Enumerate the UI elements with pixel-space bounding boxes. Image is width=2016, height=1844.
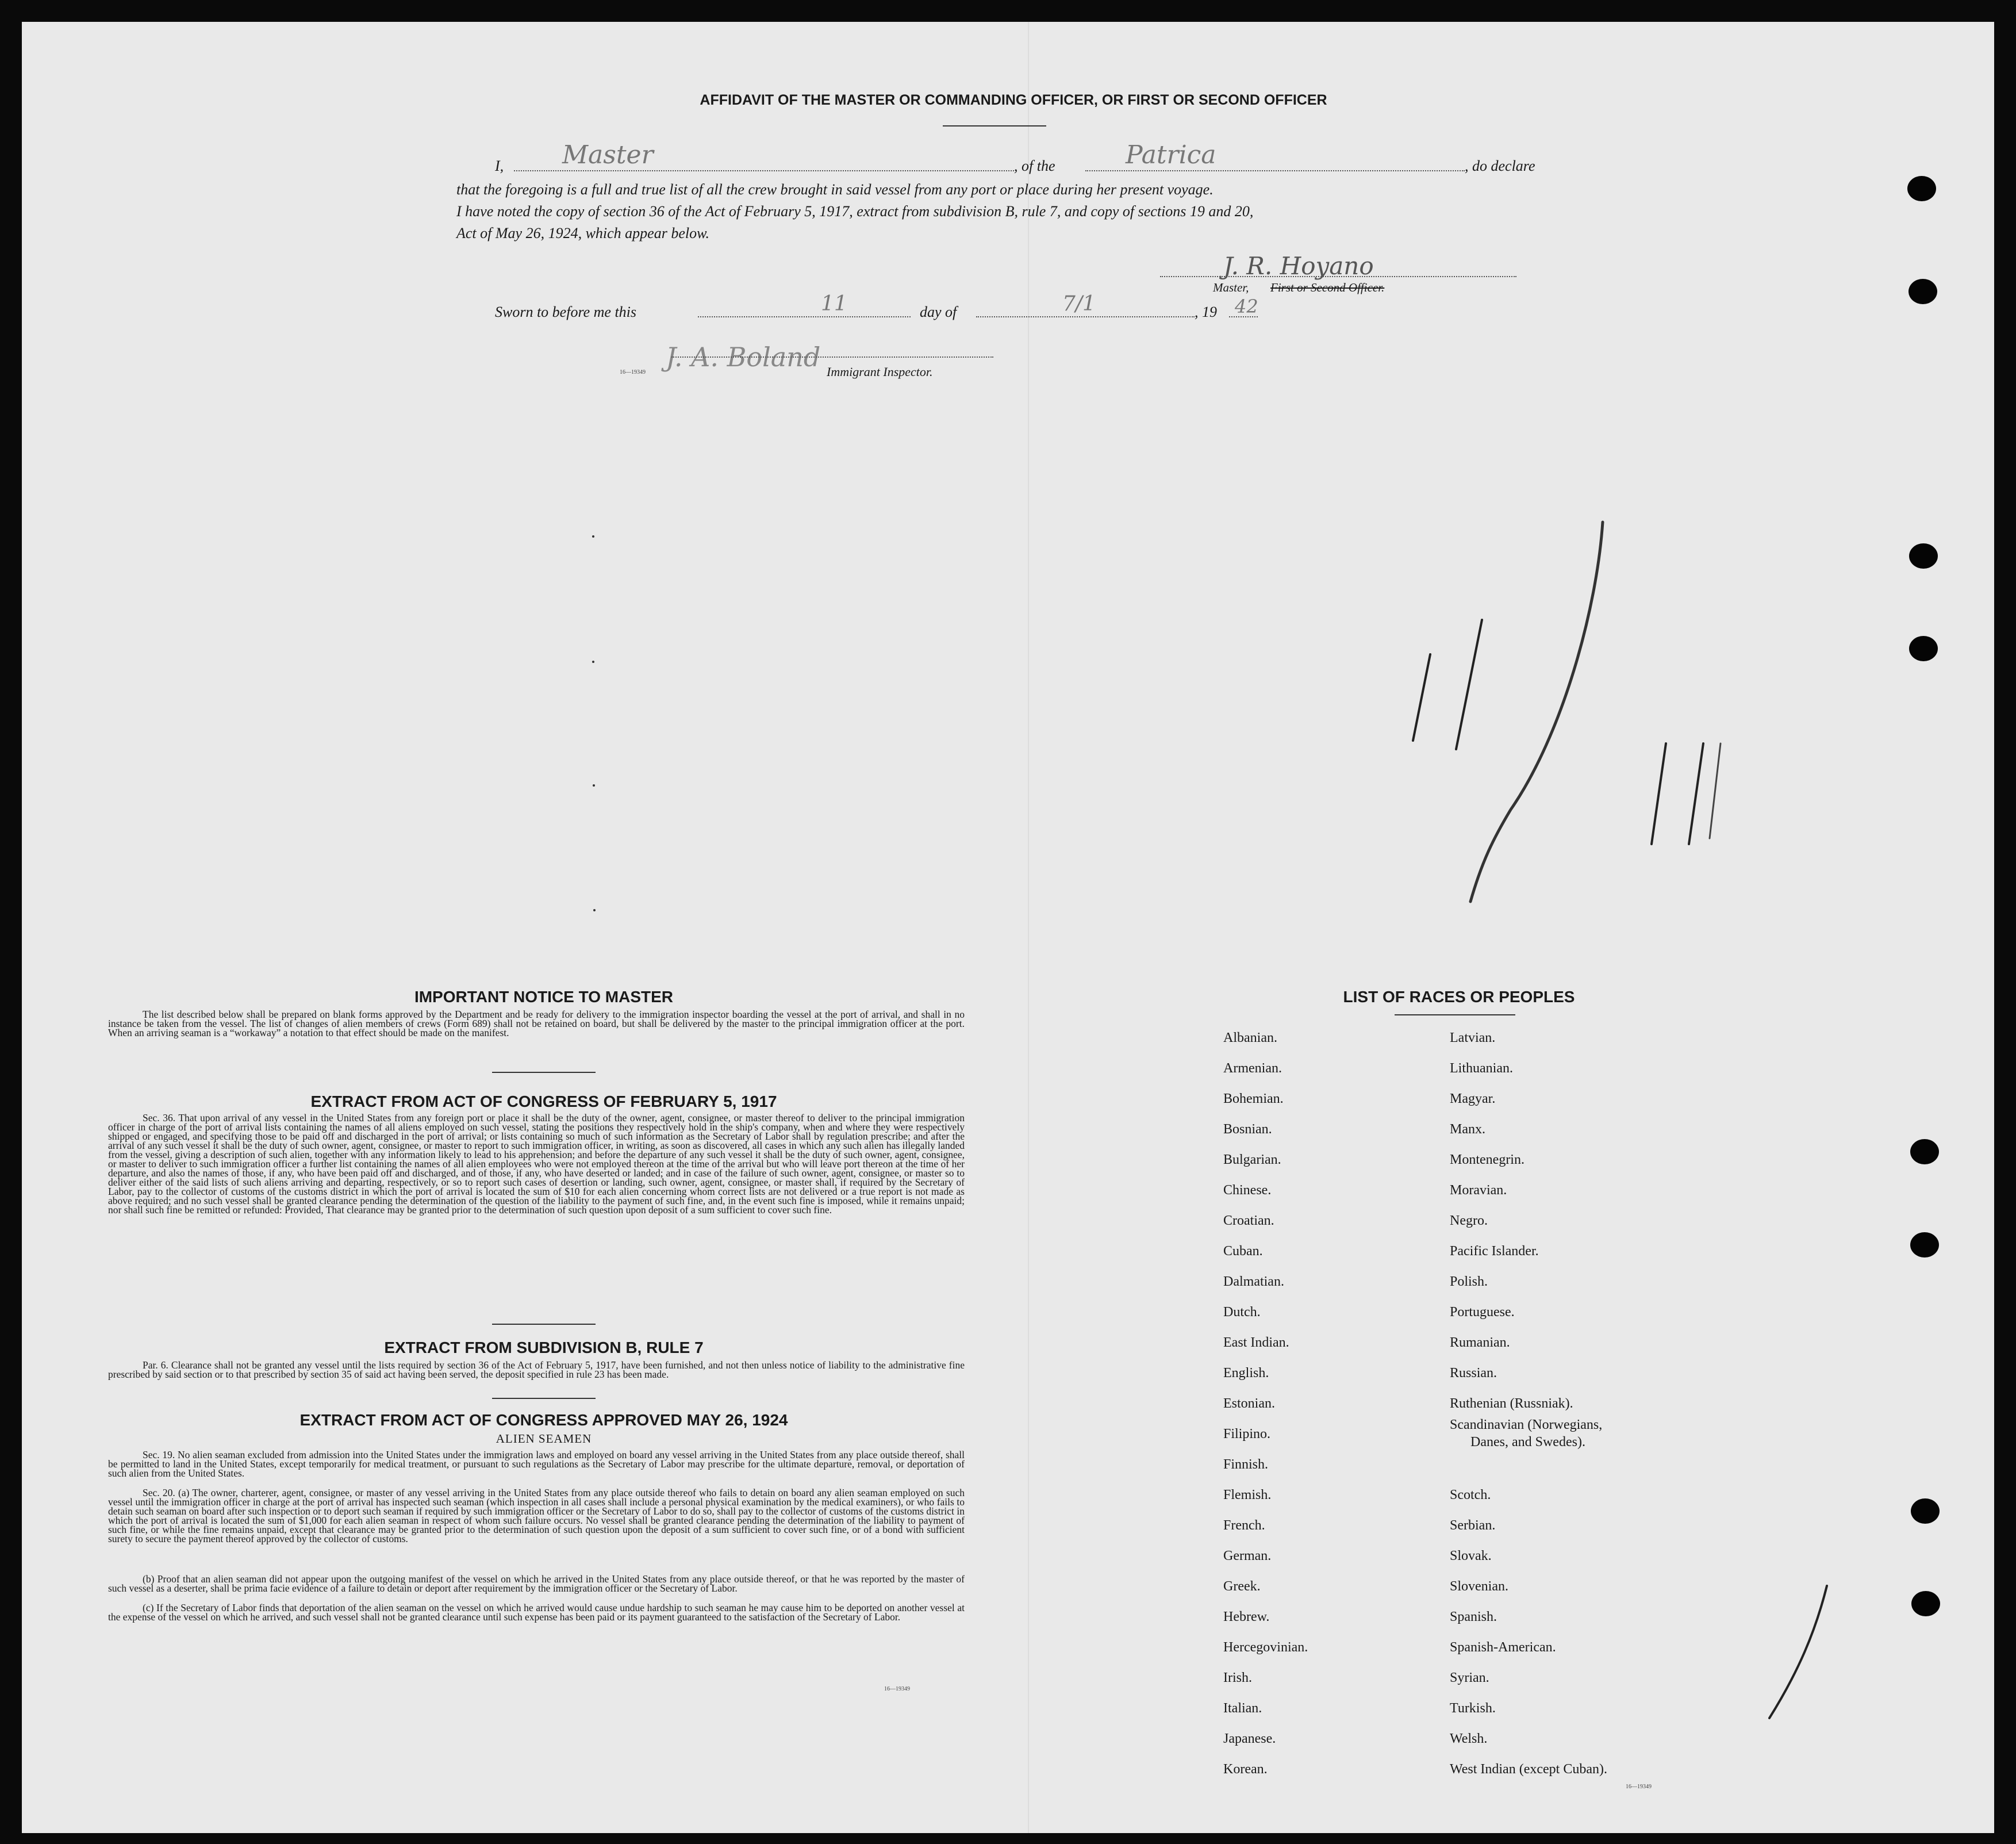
extract-1917-title: EXTRACT FROM ACT OF CONGRESS OF FEBRUARY 5, 1917 xyxy=(310,1092,777,1110)
sec20a-text: Sec. 20. (a) The owner, charterer, agent, consignee, or master of any vessel arriving in the United States from any place outside thereof who fails to detain on board any alien seaman employed on such vessel until the immigration officer in charge at the port of arrival has inspected such seaman (which inspection in all cases shall include a personal physical examination by the medical examiners), or who fails to detain such seaman on board after such inspection or to deport such seaman if required by such immigration officer or the Secretary of Labor to do so, shall pay to the collector of customs of the customs district in which the port of arrival is located the sum of $1,000 for each alien seaman in respect of whom such failure occurs. No vessel shall be granted clearance pending the determination of the liability to payment of such fine, or while the fine remains unpaid, except that clearance may be granted prior to the determination of such question upon the deposit of a sum sufficient to cover such fine, or of a bond with sufficient surety to secure the payment thereof approved by the collector of customs. xyxy=(108,1487,965,1544)
inspector-signature-line xyxy=(671,356,993,358)
race-item: Finnish. xyxy=(1223,1457,1269,1472)
races-title: LIST OF RACES OR PEOPLES xyxy=(1343,988,1575,1006)
margin-dot xyxy=(592,661,594,663)
punch-hole xyxy=(1909,543,1938,569)
race-item: Polish. xyxy=(1450,1274,1488,1289)
sworn-label: Sworn to before me this xyxy=(495,304,637,320)
race-item: Dutch. xyxy=(1223,1305,1261,1320)
extract-1917-text: Sec. 36. That upon arrival of any vessel in the United States from any foreign port or place it shall be the duty of the owner, agent, consignee, or master thereof to deliver to the principal immigration officer in charge of the port of arrival lists containing the names of all aliens employed on such vessel, stating the positions they respectively hold in the ship's company, when and where they were respectively shipped or engaged, and specifying those to be paid off and discharged in the port of arrival; or lists containing so much of such information as the Secretary of Labor shall by regulation prescribe; and after the arrival of any such vessel it shall be the duty of such owner, agent, consignee, or master to report to such immigration officer, in writing, as soon as discovered, all cases in which any such alien has illegally landed from the vessel, giving a description of such alien, together with any information likely to lead to his apprehension; and before the departure of any such vessel it shall be the duty of such owner, agent, consignee, or master to deliver to such immigration officer a further list containing the names of all alien employees who were not employed thereon at the time of the arrival but who will leave port thereon at the time of her departure, and also the names of those, if any, who have been paid off and discharged, and of those, if any, who have deserted or landed; and in case of the failure of such owner, agent, consignee, or master so to deliver either of the said lists of such aliens arriving and departing, respectively, or so to report such cases of desertion or landing, such owner, agent, consignee, or master shall, if required by the Secretary of Labor, pay to the collector of customs of the customs district in which the port of arrival is located the sum of $10 for each alien concerning whom correct lists are not delivered or a true report is not made as above required; and no such vessel shall be granted clearance pending the determination of the question of the liability to the payment of such fine, and, in the event such fine is imposed, while it remains unpaid; nor shall such fine be remitted or refunded: Provided, That clearance may be granted prior to the determination of such question upon deposit of a sum sufficient to cover such fine. xyxy=(108,1112,965,1216)
affidavit-line-3: I have noted the copy of section 36 of the Act of February 5, 1917, extract from subdivision B, rule 7, and copy of sections 19 and 20, xyxy=(456,203,1254,220)
race-item: East Indian. xyxy=(1223,1335,1289,1350)
extract-1917-divider xyxy=(492,1324,596,1325)
inspector-label: Immigrant Inspector. xyxy=(827,365,933,379)
month-handwritten: 7/1 xyxy=(1062,292,1096,316)
year-prefix: , 19 xyxy=(1195,304,1217,320)
extract-rule7-divider xyxy=(492,1398,596,1399)
race-item: Portuguese. xyxy=(1450,1305,1515,1320)
punch-hole xyxy=(1909,636,1938,661)
race-item: Bosnian. xyxy=(1223,1122,1272,1137)
sec20c-text: (c) If the Secretary of Labor finds that deportation of the alien seaman on the vessel on which he arrived would cause undue hardship to such seaman he may cause him to be deported on another vessel at the expense of the vessel on which he arrived, and such vessel shall not be granted clearance until such expense has been paid or its payment guaranteed to the satisfaction of the Secretary of Labor. xyxy=(108,1602,965,1623)
race-item: Hebrew. xyxy=(1223,1609,1270,1624)
race-item: Pacific Islander. xyxy=(1450,1244,1539,1259)
race-item: French. xyxy=(1223,1518,1265,1533)
race-item: Chinese. xyxy=(1223,1183,1272,1198)
punch-hole xyxy=(1911,1498,1940,1524)
race-item: Russian. xyxy=(1450,1366,1497,1381)
race-item: Montenegrin. xyxy=(1450,1152,1525,1167)
race-item: Flemish. xyxy=(1223,1488,1272,1502)
document-sheet xyxy=(22,22,1994,1833)
master-name-line xyxy=(514,170,1014,171)
race-item: Manx. xyxy=(1450,1122,1485,1137)
race-item: West Indian (except Cuban). xyxy=(1450,1762,1607,1777)
inspector-signature: J. A. Boland xyxy=(666,342,821,373)
day-line xyxy=(698,316,911,317)
race-item: Negro. xyxy=(1450,1213,1488,1228)
extract-1924-title: EXTRACT FROM ACT OF CONGRESS APPROVED MAY 26, 1924 xyxy=(299,1411,788,1429)
race-item: Ruthenian (Russniak). xyxy=(1450,1396,1573,1411)
master-signature: J. R. Hoyano xyxy=(1223,252,1374,280)
punch-hole xyxy=(1911,1591,1940,1616)
race-item: Slovenian. xyxy=(1450,1579,1508,1594)
races-form-number: 16—19349 xyxy=(1626,1784,1652,1790)
race-item: Croatian. xyxy=(1223,1213,1274,1228)
race-item: Slovak. xyxy=(1450,1548,1492,1563)
master-role-label: Master, xyxy=(1213,281,1249,294)
extract-form-number: 16—19349 xyxy=(884,1686,910,1692)
affidavit-title: AFFIDAVIT OF THE MASTER OR COMMANDING OFFICER, OR FIRST OR SECOND OFFICER xyxy=(700,92,1327,108)
race-item: Estonian. xyxy=(1223,1396,1275,1411)
notice-divider xyxy=(492,1072,596,1073)
race-item: Hercegovinian. xyxy=(1223,1640,1308,1655)
race-item: Welsh. xyxy=(1450,1731,1488,1746)
race-item: Spanish-American. xyxy=(1450,1640,1556,1655)
margin-dot xyxy=(593,909,596,911)
race-item: English. xyxy=(1223,1366,1269,1381)
race-item: Cuban. xyxy=(1223,1244,1263,1259)
month-line xyxy=(976,316,1195,317)
punch-hole xyxy=(1910,1139,1939,1164)
race-item: Greek. xyxy=(1223,1579,1261,1594)
page-fold xyxy=(1028,22,1029,1833)
race-item: Spanish. xyxy=(1450,1609,1497,1624)
race-item: Scotch. xyxy=(1450,1488,1491,1502)
affidavit-i-label: I, xyxy=(495,158,504,174)
race-item: Lithuanian. xyxy=(1450,1061,1513,1076)
race-item: Bulgarian. xyxy=(1223,1152,1281,1167)
race-item: Magyar. xyxy=(1450,1091,1496,1106)
race-item: Filipino. xyxy=(1223,1427,1271,1442)
race-item: German. xyxy=(1223,1548,1272,1563)
master-handwritten: Master xyxy=(562,140,654,170)
sec19-text: Sec. 19. No alien seaman excluded from admission into the United States under the immigration laws and employed on board any vessel arriving in the United States from any place outside thereof, shall be permitted to land in the United States, except temporarily for medical treatment, or pursuant to such regulations as the Secretary of Labor may prescribe for the ultimate departure, removal, or deportation of such alien from the United States. xyxy=(108,1449,965,1479)
race-item: Armenian. xyxy=(1223,1061,1282,1076)
master-signature-line xyxy=(1160,276,1516,277)
race-item: Syrian. xyxy=(1450,1670,1489,1685)
of-the-label: , of the xyxy=(1014,158,1055,174)
punch-hole xyxy=(1907,176,1936,201)
race-item: Italian. xyxy=(1223,1701,1262,1716)
day-handwritten: 11 xyxy=(821,292,847,316)
affidavit-line-4: Act of May 26, 1924, which appear below. xyxy=(456,225,710,241)
margin-dot xyxy=(592,535,594,538)
race-item: Moravian. xyxy=(1450,1183,1507,1198)
extract-rule7-text: Par. 6. Clearance shall not be granted any vessel until the lists required by section 36 of the Act of February 5, 1917, have been furnished, and not then unless notice of liability to the administrative fine prescribed by said section or to that prescribed by section 35 of said act having been served, the deposit specified in rule 23 has been made. xyxy=(108,1359,965,1380)
year-handwritten: 42 xyxy=(1235,296,1258,317)
affidavit-form-number: 16—19349 xyxy=(620,369,646,375)
do-declare-label: , do declare xyxy=(1465,158,1535,174)
race-item: Irish. xyxy=(1223,1670,1252,1685)
race-item: Dalmatian. xyxy=(1223,1274,1284,1289)
races-divider xyxy=(1395,1014,1515,1015)
vessel-name-line xyxy=(1085,170,1465,171)
race-item: Scandinavian (Norwegians, xyxy=(1450,1417,1603,1432)
margin-dot xyxy=(593,784,595,787)
affidavit-line-2: that the foregoing is a full and true list of all the crew brought in said vessel from any port or place during her present voyage. xyxy=(456,181,1214,198)
race-item: Turkish. xyxy=(1450,1701,1496,1716)
race-item: Korean. xyxy=(1223,1762,1268,1777)
race-item: Albanian. xyxy=(1223,1030,1277,1045)
pencil-tally-marks xyxy=(1390,516,1735,965)
punch-hole xyxy=(1909,279,1937,304)
extract-rule7-title: EXTRACT FROM SUBDIVISION B, RULE 7 xyxy=(384,1339,704,1356)
race-item: Rumanian. xyxy=(1450,1335,1510,1350)
pencil-stroke-lower xyxy=(1758,1574,1838,1735)
title-divider xyxy=(943,125,1046,126)
notice-title: IMPORTANT NOTICE TO MASTER xyxy=(414,988,674,1006)
sec20b-text: (b) Proof that an alien seaman did not appear upon the outgoing manifest of the vessel on which he arrived in the United States from any place outside thereof, or that he was reported by the master of such vessel as a deserter, shall be prima facie evidence of a failure to detain or deport after requirement by the immigration officer or the Secretary of Labor. xyxy=(108,1573,965,1594)
race-item: Danes, and Swedes). xyxy=(1470,1435,1585,1450)
race-item: Latvian. xyxy=(1450,1030,1496,1045)
vessel-handwritten: Patrica xyxy=(1126,140,1216,170)
alien-seamen-subtitle: ALIEN SEAMEN xyxy=(496,1432,592,1446)
day-of-label: day of xyxy=(920,304,957,320)
struck-officer-label: First or Second Officer. xyxy=(1270,281,1385,294)
race-item: Japanese. xyxy=(1223,1731,1276,1746)
race-item: Serbian. xyxy=(1450,1518,1496,1533)
punch-hole xyxy=(1910,1232,1939,1258)
race-item: Bohemian. xyxy=(1223,1091,1284,1106)
notice-text: The list described below shall be prepared on blank forms approved by the Department and be ready for delivery to the immigration inspector boarding the vessel at the port of arrival, and shall in no instance be taken from the vessel. The list of changes of alien members of crews (Form 689) shall not be retained on board, but shall be delivered by the master to the principal immigration officer at the port. When an arriving seaman is a “workaway” a notation to that effect should be made on the manifest. xyxy=(108,1009,965,1038)
